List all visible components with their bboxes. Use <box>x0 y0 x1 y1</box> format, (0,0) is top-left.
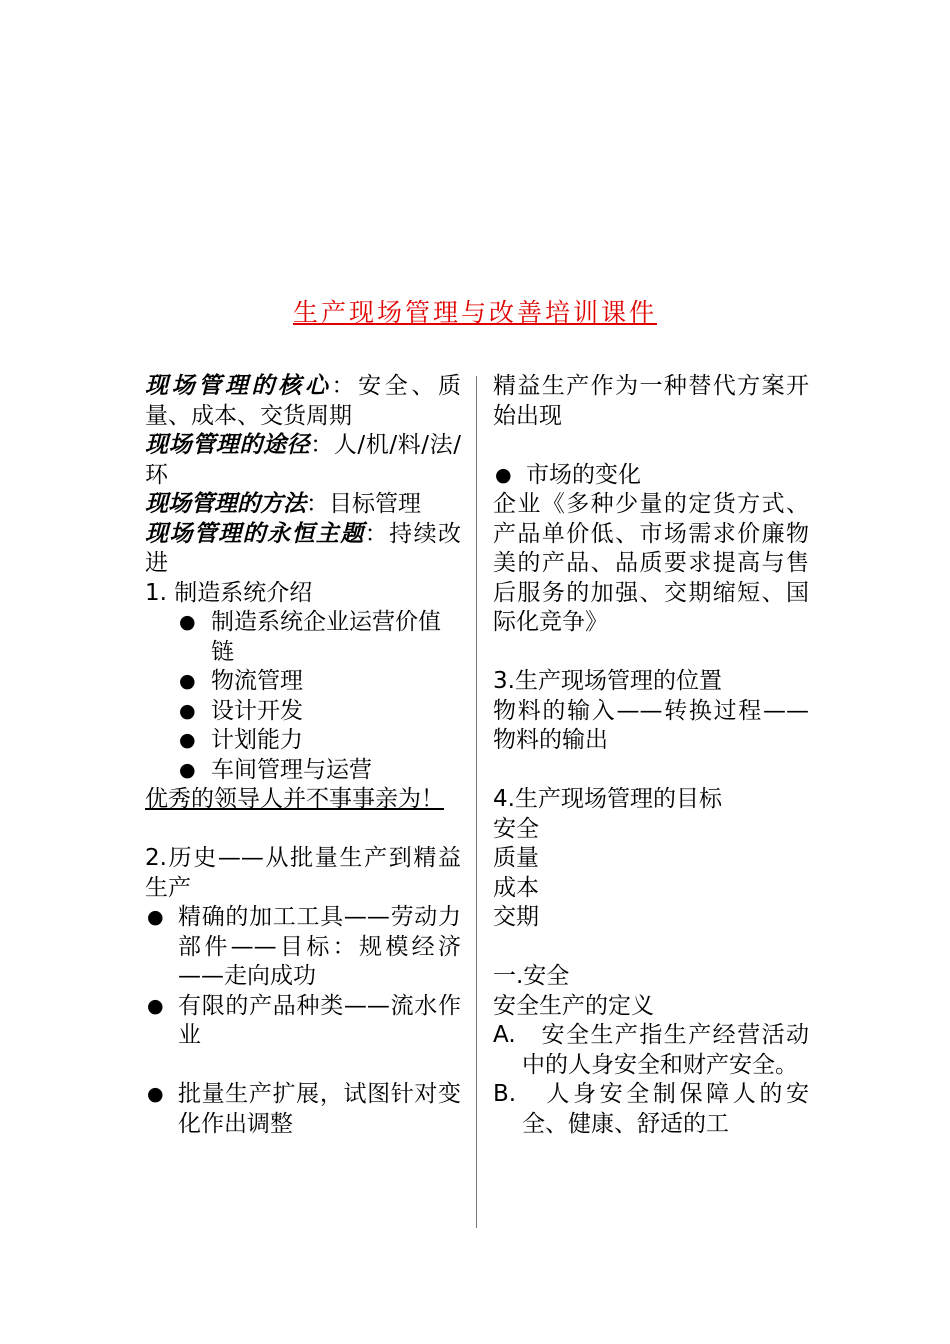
goal-item: 成本 <box>493 874 539 901</box>
core-text: ：安全、质量、成本、交货周期 <box>145 373 462 429</box>
method-text: ：目标管理 <box>306 491 421 517</box>
right-column <box>493 372 809 1139</box>
list-item: ● 制造系统企业运营价值链 <box>179 609 441 665</box>
section-3-heading: 3.生产现场管理的位置 <box>493 668 722 694</box>
spacer <box>145 815 461 845</box>
market-bullet: ● 市场的变化 <box>493 461 809 491</box>
theme-paragraph <box>145 520 461 579</box>
spacer <box>493 933 809 963</box>
document-title: 生产现场管理与改善培训课件 <box>292 298 657 327</box>
bullet-icon: ● <box>179 670 196 692</box>
position-paragraph: 物料的输入——转换过程——物料的输出 <box>493 697 809 753</box>
section-1-heading: 1. 制造系统介绍 <box>145 579 313 606</box>
core-label: 现场管理的核心 <box>145 373 332 399</box>
section-2-heading: 2.历史——从批量生产到精益生产 <box>145 845 461 901</box>
way-paragraph <box>145 431 461 490</box>
theme-text: ：持续改进 <box>145 520 462 576</box>
left-column <box>145 372 461 1139</box>
bullet-icon: ● <box>179 729 196 751</box>
spacer <box>493 756 809 786</box>
list-item: ● 批量生产扩展，试图针对变化作出调整 <box>147 1081 461 1137</box>
definition-a-mark: A. <box>493 1022 516 1048</box>
way-label: 现场管理的途径 <box>145 432 311 458</box>
list-item: ● 精确的加工工具——劳动力部件——目标：规模经济——走向成功 <box>147 904 461 989</box>
lean-paragraph: 精益生产作为一种替代方案开始出现 <box>493 373 809 429</box>
definition-a <box>493 1021 809 1080</box>
core-paragraph <box>145 372 461 431</box>
bullet-icon: ● <box>147 906 164 928</box>
spacer <box>493 431 809 461</box>
definition-b <box>493 1080 809 1139</box>
method-paragraph <box>145 490 461 520</box>
bullet-icon: ● <box>147 1083 164 1105</box>
goal-item: 安全 <box>493 815 539 842</box>
list-item: ● 计划能力 <box>145 726 461 756</box>
market-paragraph: 企业《多种少量的定货方式、产品单价低、市场需求价廉物美的产品、品质要求提高与售后服务的加强、交期缩短、国际化竞争》 <box>493 491 809 635</box>
method-label: 现场管理的方法 <box>145 491 306 517</box>
spacer <box>493 638 809 668</box>
goal-item: 交期 <box>493 904 539 930</box>
bullet-icon: ● <box>179 611 196 633</box>
theme-label: 现场管理的永恒主题 <box>145 520 365 547</box>
definition-a-text: 安全生产指生产经营活动中的人身安全和财产安全。 <box>522 1022 810 1078</box>
spacer <box>145 1051 461 1081</box>
column-divider <box>476 376 477 1228</box>
leader-note: 优秀的领导人并不事事亲为！ <box>145 786 444 812</box>
bullet-icon: ● <box>179 699 196 722</box>
safety-heading: 一.安全 <box>493 963 570 989</box>
list-item: ● 设计开发 <box>145 697 461 727</box>
list-item: ● 车间管理与运营 <box>145 756 461 786</box>
definition-b-mark: B. <box>493 1081 517 1107</box>
goal-item: 质量 <box>493 845 539 871</box>
list-item: ● 有限的产品种类——流水作业 <box>147 992 461 1048</box>
section-4-heading: 4.生产现场管理的目标 <box>493 786 722 812</box>
way-text: ：人/机/料/法/环 <box>145 432 461 488</box>
bullet-icon: ● <box>179 758 196 781</box>
safety-definition-heading: 安全生产的定义 <box>493 992 654 1019</box>
list-item: ● 物流管理 <box>145 667 461 697</box>
bullet-icon: ● <box>147 994 164 1017</box>
definition-b-text: 人身安全制保障人的安全、健康、舒适的工 <box>522 1081 810 1137</box>
bullet-icon: ● <box>495 463 512 486</box>
